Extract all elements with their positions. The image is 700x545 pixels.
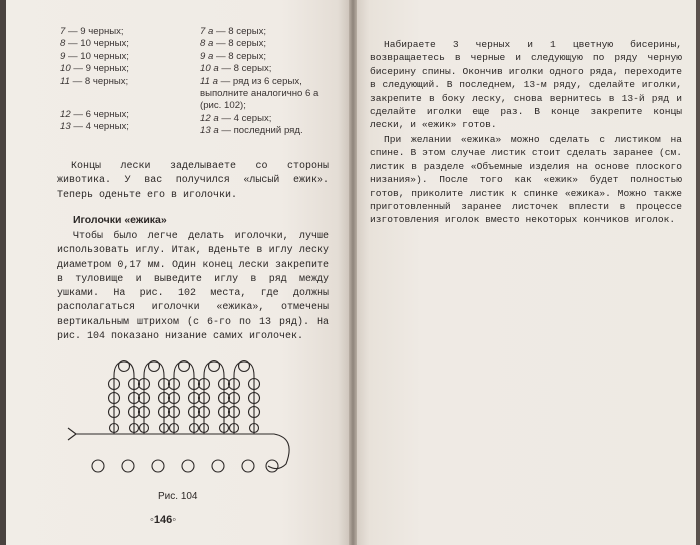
table-row: выполните аналогично 6 а [200,88,319,100]
table-row: 8 — 10 черных; [60,38,129,50]
table-row: 11 — 8 черных; [60,75,129,87]
row-table-right [200,26,320,138]
left-edge [0,0,6,545]
right-edge [696,0,700,545]
table-row: 10 а — 8 серых; [200,63,272,75]
left-paragraph-2: Чтобы было легче делать иголочки, лучше использовать иглу. Итак, вденьте в иглу леску диаметром 0,17 мм. Один конец лески закрепите в туловище и выведите иглу в ряд между ушками. На рис. 102 места, где должны располагаться иголочки «ежика», отмечены вертикальным штрихом (с 6-го по 13 ряд). На рис. 104 показано низание самих иголочек. [57,231,329,343]
right-paragraph-2: При желании «ежика» можно сделать с листиком на спине. В этом случае листик стоит сделать заранее (см. листик в разделе «Объемные изделия на основе плоского низания»). После того как «ежик» будет полностью готов, приколите листик к спинке «ежика». Можно также приготовленный заранее листочек вплести в процессе изготовления иголок вместо некоторых кончиков иголок. [370,134,682,226]
table-row: 7 — 9 черных; [60,26,124,37]
right-paragraph-1: Набираете 3 черных и 1 цветную бисерины, возвращаетесь в черные и следующую по ряду черную бисерину спины. Окончив иголки одного ряда, переходите в следующий. В последнем, 13-м ряду, сделайте иголки, закрепите в боку леску, снова вернитесь в 13-й ряд и сделайте иголки еще раз. В конце закрепите концы лески, и «ежик» готов. [370,39,682,131]
table-row: 12 а — 4 серых; [200,112,272,124]
table-row: 10 — 9 черных; [60,63,129,75]
table-row: (рис. 102); [200,100,246,112]
row-table-left [60,26,180,134]
table-row: 8 а — 8 серых; [200,38,267,50]
table-row: 13 а — последний ряд. [200,125,303,137]
table-row: 7 а — 8 серых; [200,26,267,37]
table-row: 9 — 10 черных; [60,50,129,62]
table-row: 13 — 4 черных; [60,121,129,133]
bead-needle-diagram [64,348,300,488]
table-row: 12 — 6 черных; [60,109,129,121]
figure-caption: Рис. 104 [158,491,198,502]
table-row: 11 а — ряд из 6 серых, [200,75,302,87]
page-number: ◦146◦ [150,514,177,526]
table-row: 9 а — 8 серых; [200,50,267,62]
left-paragraph-1: Концы лески заделываете со стороны животика. У вас получился «лысый ежик». Теперь оденьте его в иголочки. [57,161,329,201]
section-heading: Иголочки «ежика» [73,214,167,226]
book-gutter [349,0,357,545]
